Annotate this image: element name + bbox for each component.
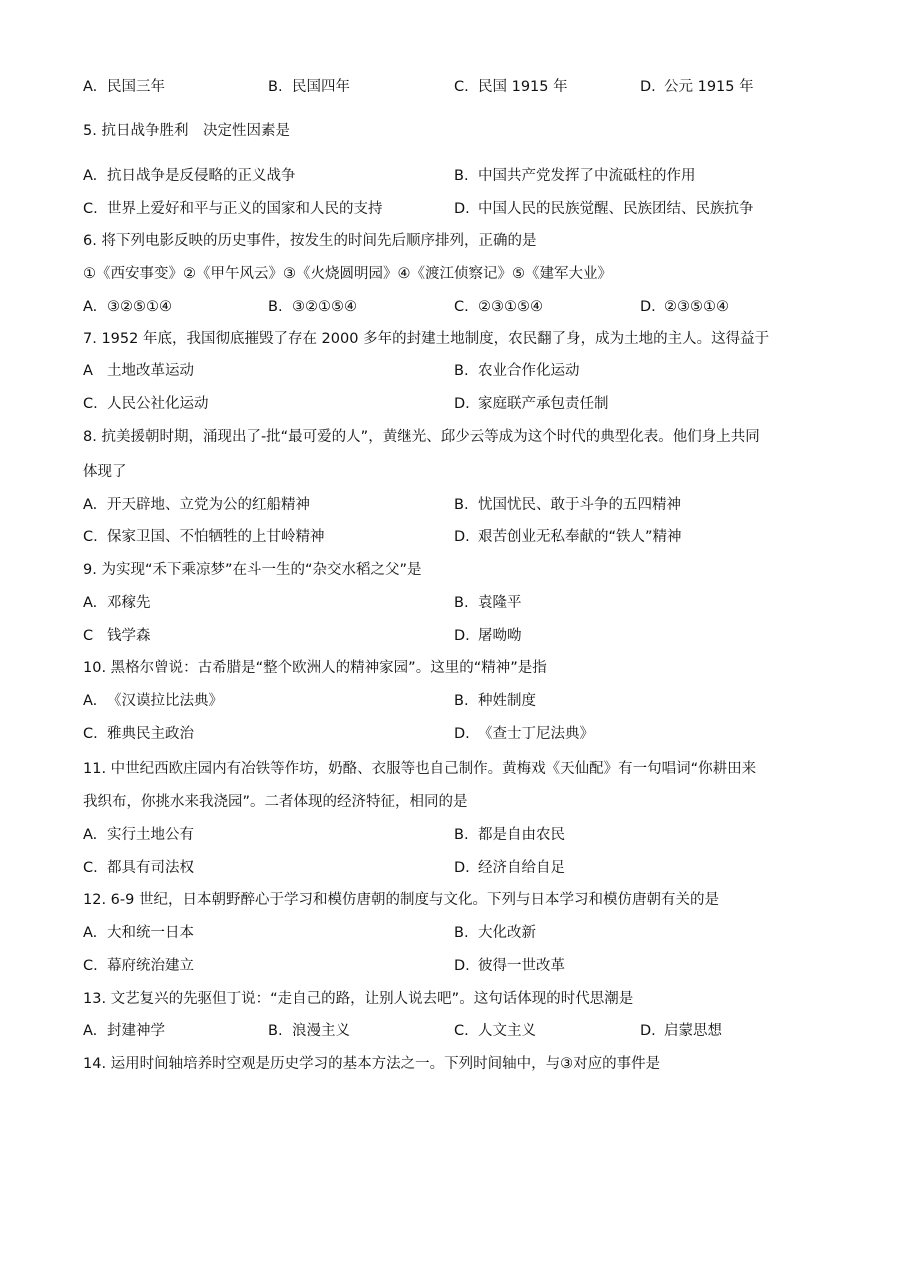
option-letter: C. [83, 860, 98, 876]
option-text: 启蒙思想 [664, 1023, 722, 1039]
q9-stem: 9. 为实现“禾下乘凉梦”在斗一生的“杂交水稻之父”是 [83, 562, 422, 578]
option-letter: D. [454, 396, 470, 412]
option-letter: C. [454, 79, 469, 95]
q8-option-b [454, 495, 681, 515]
q7-option-c [83, 394, 209, 414]
option-text: 都具有司法权 [107, 860, 194, 876]
q13-option-c [454, 1021, 536, 1041]
option-text: 种姓制度 [478, 693, 536, 709]
q10-stem: 10. 黑格尔曾说：古希腊是“整个欧洲人的精神家园”。这里的“精神”是指 [83, 660, 547, 676]
option-letter: C. [83, 201, 98, 217]
option-text: 民国四年 [292, 79, 350, 95]
q8-option-c [83, 527, 325, 547]
q13-option-a [83, 1021, 165, 1041]
option-text: ③②①⑤④ [292, 299, 357, 315]
q7-option-b [454, 361, 580, 381]
option-text: 中国人民的民族觉醒、民族团结、民族抗争 [478, 201, 754, 217]
option-text: 经济自给自足 [478, 860, 565, 876]
q9-option-b [454, 593, 522, 613]
option-text: 家庭联产承包责任制 [478, 396, 609, 412]
option-text: 彼得一世改革 [478, 958, 565, 974]
q10-option-a [83, 691, 223, 711]
option-letter: C. [83, 396, 98, 412]
q6-option-a [83, 297, 172, 317]
option-text: 大和统一日本 [107, 925, 194, 941]
q11-stem-line2: 我织布，你挑水来我浇园”。二者体现的经济特征，相同的是 [83, 794, 468, 810]
option-letter: A. [83, 693, 98, 709]
option-letter: C [83, 628, 94, 644]
option-text: 大化改新 [478, 925, 536, 941]
option-letter: B. [454, 168, 469, 184]
q13-option-d [640, 1021, 722, 1041]
q5-option-b [454, 166, 696, 186]
option-letter: B. [454, 827, 469, 843]
option-letter: C. [454, 299, 469, 315]
q6-stem: 6. 将下列电影反映的历史事件，按发生的时间先后顺序排列，正确的是 [83, 233, 537, 249]
q5-option-c [83, 199, 383, 219]
q8-stem-line1: 8. 抗美援朝时期，涌现出了-批“最可爱的人”，黄继光、邱少云等成为这个时代的典型化表。他们身上共同 [83, 429, 760, 445]
q5-stem: 5. 抗日战争胜利 决定性因素是 [83, 123, 290, 139]
q9-option-c [83, 626, 151, 646]
option-letter: A. [83, 925, 98, 941]
q12-option-d [454, 956, 565, 976]
option-text: 袁隆平 [478, 595, 522, 611]
q7-option-a [83, 361, 194, 381]
option-letter: D. [640, 1023, 656, 1039]
option-text: ②③⑤①④ [664, 299, 729, 315]
option-text: ③②⑤①④ [107, 299, 172, 315]
option-text: 艰苦创业无私奉献的“铁人”精神 [478, 529, 682, 545]
q10-option-c [83, 724, 194, 744]
option-text: 浪漫主义 [292, 1023, 350, 1039]
option-letter: B. [454, 363, 469, 379]
q4-option-a [83, 77, 165, 97]
option-text: 钱学森 [107, 628, 151, 644]
q4-option-b [268, 77, 350, 97]
option-text: 实行土地公有 [107, 827, 194, 843]
option-text: ②③①⑤④ [478, 299, 543, 315]
q14-stem: 14. 运用时间轴培养时空观是历史学习的基本方法之一。下列时间轴中，与③对应的事件是 [83, 1056, 661, 1072]
option-letter: C. [83, 726, 98, 742]
q12-option-c [83, 956, 194, 976]
option-letter: D. [454, 529, 470, 545]
q11-option-d [454, 858, 565, 878]
option-letter: D. [454, 860, 470, 876]
option-text: 公元 1915 年 [664, 79, 754, 95]
q4-option-d [640, 77, 754, 97]
q11-option-c [83, 858, 194, 878]
q8-option-d [454, 527, 682, 547]
q13-stem: 13. 文艺复兴的先驱但丁说：“走自己的路，让别人说去吧”。这句话体现的时代思潮是 [83, 991, 634, 1007]
option-letter: B. [454, 497, 469, 513]
q9-option-d [454, 626, 522, 646]
q6-items: ①《西安事变》②《甲午风云》③《火烧圆明园》④《渡江侦察记》⑤《建军大业》 [83, 266, 612, 282]
option-letter: A. [83, 497, 98, 513]
option-text: 《汉谟拉比法典》 [107, 693, 223, 709]
option-letter: B. [268, 299, 283, 315]
q10-option-d [454, 724, 594, 744]
option-text: 幕府统治建立 [107, 958, 194, 974]
option-letter: B. [268, 79, 283, 95]
option-text: 都是自由农民 [478, 827, 565, 843]
option-text: 开天辟地、立党为公的红船精神 [107, 497, 310, 513]
option-text: 抗日战争是反侵略的正义战争 [107, 168, 296, 184]
option-text: 民国三年 [107, 79, 165, 95]
q6-option-c [454, 297, 543, 317]
q13-option-b [268, 1021, 350, 1041]
q5-option-a [83, 166, 296, 186]
q11-stem-line1: 11. 中世纪西欧庄园内有冶铁等作坊，奶酪、衣服等也自己制作。黄梅戏《天仙配》有一句唱词“你耕田来 [83, 761, 757, 777]
q7-stem: 7. 1952 年底，我国彻底摧毁了存在 2000 多年的封建土地制度，农民翻了身，成为土地的主人。这得益于 [83, 331, 770, 347]
option-text: 雅典民主政治 [107, 726, 194, 742]
option-text: 中国共产党发挥了中流砥柱的作用 [478, 168, 696, 184]
option-text: 民国 1915 年 [478, 79, 568, 95]
option-letter: D. [640, 79, 656, 95]
q8-stem-line2: 体现了 [83, 464, 127, 480]
option-letter: A. [83, 595, 98, 611]
option-letter: A. [83, 299, 98, 315]
q6-option-b [268, 297, 357, 317]
q6-option-d [640, 297, 729, 317]
option-letter: A. [83, 1023, 98, 1039]
q5-option-d [454, 199, 754, 219]
option-letter: A. [83, 827, 98, 843]
q8-option-a [83, 495, 310, 515]
q4-option-c [454, 77, 568, 97]
option-text: 屠呦呦 [478, 628, 522, 644]
option-letter: D. [454, 958, 470, 974]
q11-option-a [83, 825, 194, 845]
option-text: 世界上爱好和平与正义的国家和人民的支持 [107, 201, 383, 217]
option-text: 土地改革运动 [107, 363, 194, 379]
q12-stem: 12. 6-9 世纪，日本朝野醉心于学习和模仿唐朝的制度与文化。下列与日本学习和模仿唐朝有关的是 [83, 892, 719, 908]
q12-option-b [454, 923, 536, 943]
option-text: 忧国忧民、敢于斗争的五四精神 [478, 497, 681, 513]
option-letter: C. [83, 529, 98, 545]
option-text: 人民公社化运动 [107, 396, 209, 412]
option-text: 人文主义 [478, 1023, 536, 1039]
q9-option-a [83, 593, 151, 613]
option-text: 封建神学 [107, 1023, 165, 1039]
option-text: 农业合作化运动 [478, 363, 580, 379]
option-letter: C. [83, 958, 98, 974]
option-letter: C. [454, 1023, 469, 1039]
option-letter: B. [454, 595, 469, 611]
option-letter: B. [454, 693, 469, 709]
q7-option-d [454, 394, 609, 414]
option-letter: D. [454, 628, 470, 644]
option-text: 邓稼先 [107, 595, 151, 611]
option-letter: D. [454, 726, 470, 742]
option-letter: A. [83, 168, 98, 184]
option-letter: B. [454, 925, 469, 941]
option-letter: D. [640, 299, 656, 315]
q11-option-b [454, 825, 565, 845]
option-letter: A [83, 363, 93, 379]
q12-option-a [83, 923, 194, 943]
option-letter: A. [83, 79, 98, 95]
option-letter: D. [454, 201, 470, 217]
option-text: 保家卫国、不怕牺牲的上甘岭精神 [107, 529, 325, 545]
option-text: 《查士丁尼法典》 [478, 726, 594, 742]
option-letter: B. [268, 1023, 283, 1039]
q10-option-b [454, 691, 536, 711]
